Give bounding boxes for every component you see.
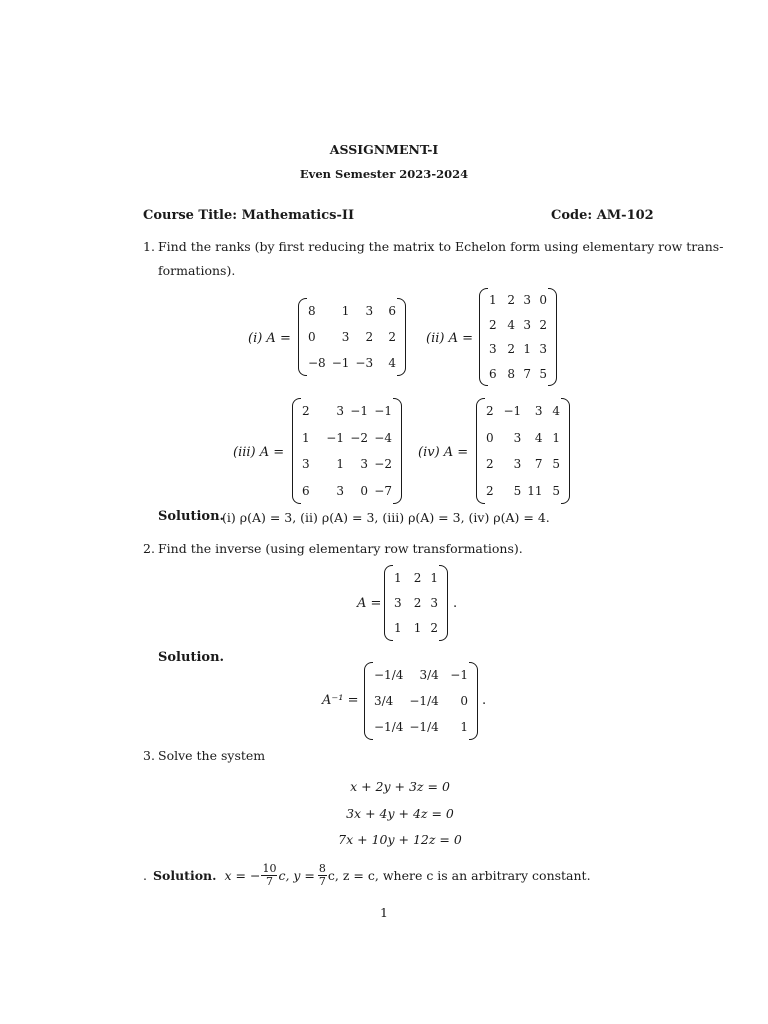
matrix-cell: 3/4 [374, 694, 394, 708]
matrix-cell: 7 [523, 366, 531, 381]
q3-text: Solve the system [158, 748, 266, 763]
matrix-cell: 2 [507, 293, 515, 308]
matrix-cell: −7 [374, 483, 392, 498]
q3-y-fraction [318, 863, 327, 888]
q1-label-iv: (iv) A = [418, 445, 469, 460]
matrix-cell: 1 [394, 621, 402, 636]
matrix-cell: 8 [308, 304, 316, 318]
matrix-cell: −1/4 [409, 694, 439, 708]
matrix-cell: −1 [374, 404, 392, 419]
matrix-cell: 6 [489, 366, 497, 381]
matrix-cell: 3 [489, 342, 497, 357]
matrix-cell: −1/4 [374, 720, 404, 734]
matrix-cell: 1 [413, 621, 422, 636]
matrix-cell: 1 [489, 293, 497, 308]
page-number: 1 [380, 905, 388, 920]
q1-label-iii: (iii) A = [233, 445, 285, 460]
matrix-cell: 4 [388, 356, 396, 370]
q3-equation-3: 7x + 10y + 12z = 0 [338, 832, 462, 847]
matrix-cell: 3 [430, 595, 438, 610]
q1-number: 1. [143, 239, 155, 254]
q3-solution-line [143, 858, 591, 892]
matrix-cell: 3 [539, 342, 547, 357]
matrix-cell: 2 [365, 330, 374, 344]
q3-equation-2: 3x + 4y + 4z = 0 [346, 806, 454, 821]
matrix-cell: 3 [341, 330, 350, 344]
matrix-cell: 0 [308, 330, 316, 344]
matrix-cell: 2 [430, 621, 438, 636]
q2-period: . [453, 596, 458, 611]
matrix-cell: 4 [552, 404, 560, 419]
matrix-cell: 1 [336, 457, 344, 472]
matrix-cell: 4 [534, 430, 543, 445]
matrix-cell: −1 [331, 356, 350, 370]
matrix-cell: 3 [513, 430, 522, 445]
matrix-cell: 4 [507, 317, 515, 332]
matrix-i [298, 298, 406, 376]
matrix-inverse [364, 662, 478, 740]
matrix-cell: 1 [341, 304, 350, 318]
matrix-cell: 2 [486, 457, 494, 472]
matrix-cell: 3 [394, 595, 402, 610]
q1-label-i: (i) A = [248, 331, 291, 346]
matrix-cell: −1/4 [374, 668, 404, 682]
matrix-cell: 2 [489, 317, 497, 332]
matrix-cell: 2 [539, 317, 547, 332]
q2-text: Find the inverse (using elementary row transformations). [158, 541, 523, 556]
matrix-left-bracket [364, 662, 373, 740]
matrix-cell: 3 [336, 483, 344, 498]
matrix-cell: 3 [523, 317, 531, 332]
matrix-cell: 3 [534, 404, 543, 419]
matrix-cell: 1 [523, 342, 531, 357]
matrix-right-bracket [439, 565, 448, 641]
matrix-entries [394, 565, 438, 641]
q3-y-denominator: 7 [318, 874, 326, 888]
matrix-cell: −1 [350, 404, 368, 419]
q1-text-line2: formations). [158, 263, 236, 278]
matrix-cell: 7 [534, 457, 543, 472]
matrix-cell: 0 [360, 483, 368, 498]
q2-solution-label: Solution. [158, 650, 225, 665]
matrix-cell: 5 [539, 366, 547, 381]
matrix-left-bracket [479, 288, 488, 386]
q1-solution-label: Solution. [158, 509, 225, 524]
matrix-iv [476, 398, 570, 504]
matrix-cell: 3 [365, 304, 374, 318]
q3-x-lhs: x = − [224, 867, 261, 883]
matrix-right-bracket [393, 398, 402, 504]
matrix-iii [292, 398, 402, 504]
matrix-cell: 5 [513, 483, 522, 498]
matrix-right-bracket [548, 288, 557, 386]
q2-inverse-label: A⁻¹ = [322, 693, 359, 708]
matrix-entries [489, 288, 547, 386]
matrix-entries [486, 398, 560, 504]
matrix-cell: 3 [513, 457, 522, 472]
assignment-title: ASSIGNMENT-I [329, 142, 439, 157]
q2-inverse-period: . [482, 693, 487, 708]
matrix-cell: 1 [302, 430, 310, 445]
matrix-cell: 5 [552, 483, 560, 498]
matrix-cell: 2 [507, 342, 515, 357]
matrix-right-bracket [561, 398, 570, 504]
matrix-entries [374, 662, 468, 740]
q3-x-numerator: 10 [262, 861, 277, 875]
matrix-cell: 2 [388, 330, 396, 344]
q3-solution-label: Solution. [152, 867, 217, 883]
matrix-cell: 0 [539, 293, 547, 308]
matrix-ii [479, 288, 557, 386]
matrix-cell: 2 [413, 595, 422, 610]
q3-x-fraction [261, 863, 277, 888]
matrix-cell: −1 [450, 668, 468, 682]
matrix-left-bracket [476, 398, 485, 504]
matrix-cell: 0 [460, 694, 468, 708]
matrix-cell: 3 [336, 404, 344, 419]
matrix-cell: 6 [388, 304, 396, 318]
matrix-cell: 11 [527, 483, 543, 498]
matrix-cell: 2 [302, 404, 310, 419]
q3-y-tail: c, z = c, where c is an arbitrary constant. [327, 867, 591, 883]
matrix-cell: 0 [486, 430, 494, 445]
matrix-left-bracket [292, 398, 301, 504]
matrix-cell: −2 [350, 430, 368, 445]
matrix-right-bracket [397, 298, 406, 376]
matrix-left-bracket [298, 298, 307, 376]
matrix-cell: −3 [355, 356, 374, 370]
q3-x-tail: c, y = [278, 867, 315, 883]
matrix-left-bracket [384, 565, 393, 641]
q1-text-line1: Find the ranks (by first reducing the matrix to Echelon form using elementary row trans- [158, 239, 724, 254]
matrix-q2 [384, 565, 448, 641]
matrix-cell: 1 [552, 430, 560, 445]
matrix-cell: −1/4 [409, 720, 439, 734]
matrix-cell: 8 [507, 366, 515, 381]
matrix-cell: 3 [360, 457, 368, 472]
course-title: Course Title: Mathematics-II [143, 208, 355, 223]
q3-solution-prefix: . [143, 867, 147, 883]
matrix-cell: 5 [552, 457, 560, 472]
matrix-entries [308, 298, 396, 376]
matrix-cell: 2 [486, 483, 494, 498]
matrix-entries [302, 398, 392, 504]
matrix-cell: 2 [486, 404, 494, 419]
matrix-cell: 3 [302, 457, 310, 472]
matrix-cell: 2 [413, 570, 422, 585]
q2-number: 2. [143, 541, 155, 556]
matrix-cell: 6 [302, 483, 310, 498]
q3-equation-1: x + 2y + 3z = 0 [350, 779, 450, 794]
matrix-cell: −1 [503, 404, 522, 419]
matrix-cell: −1 [326, 430, 344, 445]
matrix-cell: 1 [394, 570, 402, 585]
semester-line: Even Semester 2023-2024 [299, 167, 469, 181]
q3-number: 3. [143, 748, 155, 763]
matrix-right-bracket [469, 662, 478, 740]
q3-y-numerator: 8 [318, 861, 326, 875]
matrix-cell: −8 [308, 356, 326, 370]
course-code: Code: AM-102 [551, 208, 654, 223]
matrix-cell: 1 [460, 720, 468, 734]
q1-solution-text: (i) ρ(A) = 3, (ii) ρ(A) = 3, (iii) ρ(A) = 3, (iv) ρ(A) = 4. [222, 510, 550, 525]
q3-x-denominator: 7 [265, 874, 273, 888]
matrix-cell: −4 [374, 430, 392, 445]
q1-label-ii: (ii) A = [426, 331, 474, 346]
matrix-cell: 1 [430, 570, 438, 585]
matrix-cell: 3 [523, 293, 531, 308]
matrix-cell: −2 [374, 457, 392, 472]
matrix-cell: 3/4 [419, 668, 439, 682]
q2-label: A = [357, 596, 382, 611]
